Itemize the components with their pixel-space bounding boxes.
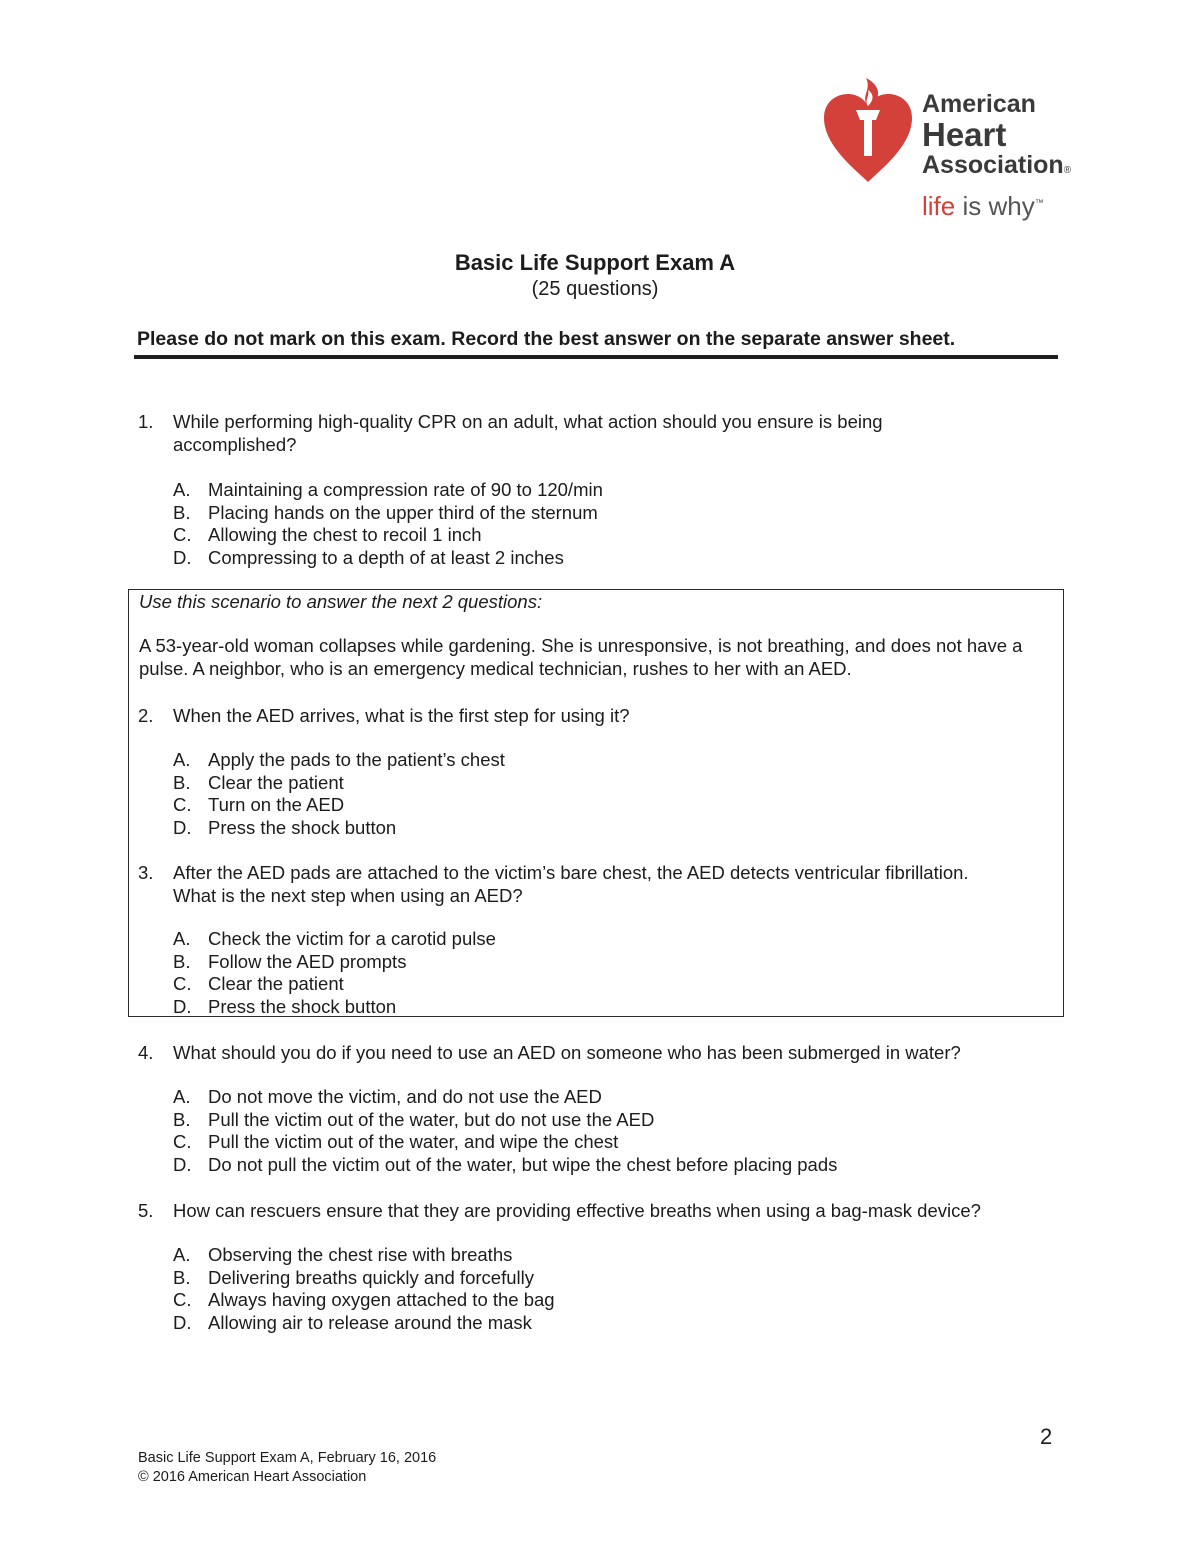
option-b: B. Placing hands on the upper third of the sternum [173,501,598,523]
option-a: A. Maintaining a compression rate of 90 to 120/min [173,479,603,500]
question-stem: How can rescuers ensure that they are providing effective breaths when using a bag-mask device? [173,1200,981,1221]
option-b: B. Follow the AED prompts [173,950,407,972]
option-c: C. Allowing the chest to recoil 1 inch [173,524,482,546]
heart-torch-icon [820,74,916,186]
exam-title: Basic Life Support Exam A [454,250,736,275]
question-stem: After the AED pads are attached to the victim’s bare chest, the AED detects ventricular fibrillation. [173,862,969,883]
question-1-options [173,479,603,569]
page-footer [138,1449,436,1487]
option-a: A. Apply the pads to the patient’s chest [173,749,505,770]
option-c: C. Always having oxygen attached to the bag [173,1289,555,1311]
header-divider [134,355,1058,359]
option-d: D. Allowing air to release around the mask [173,1311,532,1333]
question-stem: What is the next step when using an AED? [173,885,523,906]
registered-mark: ® [1063,165,1072,176]
option-c: C. Turn on the AED [173,794,345,816]
question-stem: accomplished? [173,434,297,455]
option-d: D. Press the shock button [173,995,397,1017]
option-b: B. Clear the patient [173,771,344,793]
option-b: B. Delivering breaths quickly and forcefully [173,1266,534,1288]
option-a: A. Observing the chest rise with breaths [173,1244,513,1265]
page-number: 2 [1040,1424,1053,1449]
question-5-options [173,1244,555,1334]
question-stem: When the AED arrives, what is the first step for using it? [173,705,630,726]
footer-copyright: © 2016 American Heart Association [138,1469,367,1485]
logo-tagline: life is why™ [922,191,1044,221]
option-a: A. Check the victim for a carotid pulse [173,928,496,949]
question-4-options [173,1086,837,1176]
question-2-options [173,749,505,839]
option-d: D. Do not pull the victim out of the water, but wipe the chest before placing pads [173,1153,838,1175]
scenario-label: Use this scenario to answer the next 2 questions: [139,591,543,612]
logo-word-american: American [922,90,1036,118]
question-3-options [173,928,496,1018]
question-number: 4. [138,1042,154,1063]
footer-line-1: Basic Life Support Exam A, February 16, 2016 [138,1450,437,1466]
logo-word-heart: Heart [922,116,1007,153]
question-number: 5. [138,1200,154,1221]
option-c: C. Clear the patient [173,973,344,995]
option-a: A. Do not move the victim, and do not use the AED [173,1086,602,1107]
question-number: 3. [138,862,154,883]
logo-word-association: Association® [922,151,1072,179]
question-stem: While performing high-quality CPR on an adult, what action should you ensure is being [173,411,883,432]
question-number: 1. [138,411,154,432]
question-number: 2. [138,705,154,726]
option-c: C. Pull the victim out of the water, and wipe the chest [173,1131,619,1153]
aha-logo [820,74,1100,234]
scenario-text: A 53-year-old woman collapses while gardening. She is unresponsive, is not breathing, and does not have a pulse. A neighbor, who is an emergency medical technician, rushes to her with an AED. [139,635,1023,679]
exam-instruction: Please do not mark on this exam. Record the best answer on the separate answer sheet. [137,328,956,350]
option-d: D. Press the shock button [173,816,397,838]
trademark-mark: ™ [1034,197,1044,208]
exam-subtitle: (25 questions) [531,278,659,300]
option-d: D. Compressing to a depth of at least 2 inches [173,546,564,568]
question-stem: What should you do if you need to use an AED on someone who has been submerged in water? [173,1042,961,1063]
option-b: B. Pull the victim out of the water, but do not use the AED [173,1108,655,1130]
